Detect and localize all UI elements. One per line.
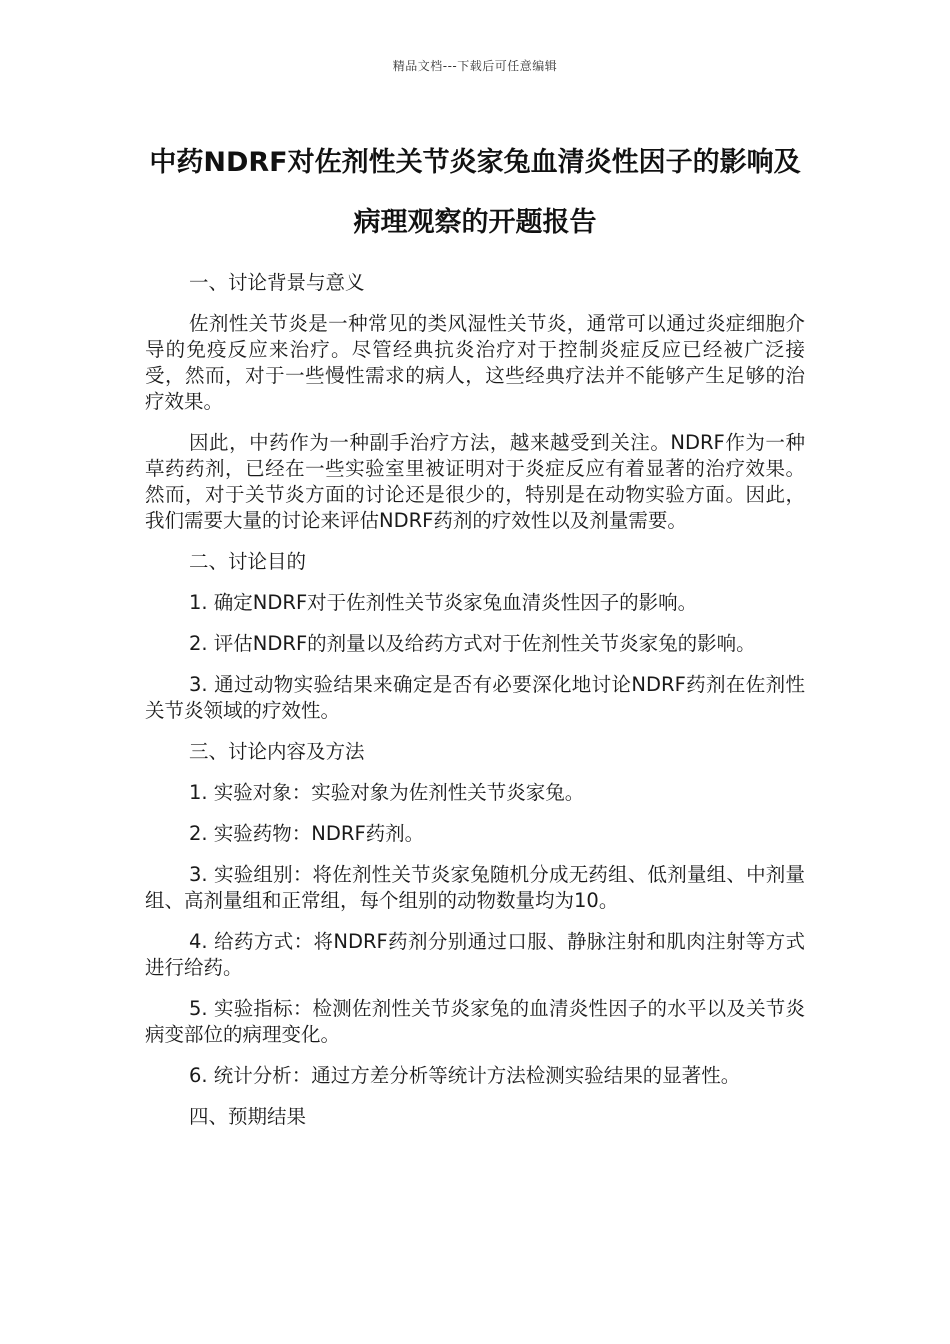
objective-item-1: 1. 确定NDRF对于佐剂性关节炎家兔血清炎性因子的影响。 (189, 591, 698, 614)
method-item-3: 3. 实验组别：将佐剂性关节炎家兔随机分成无药组、低剂量组、中剂量组、高剂量组和正常组，每个组别的动物数量均为10。 (145, 863, 805, 912)
section-heading-methods: 三、讨论内容及方法 (189, 740, 365, 763)
section-heading-expected-results: 四、预期结果 (189, 1105, 307, 1128)
method-item-1: 1. 实验对象：实验对象为佐剂性关节炎家兔。 (189, 781, 585, 804)
method-item-5: 5. 实验指标：检测佐剂性关节炎家兔的血清炎性因子的水平以及关节炎病变部位的病理变化。 (145, 997, 805, 1046)
section-heading-objectives: 二、讨论目的 (189, 550, 307, 573)
paragraph-background-2: 因此，中药作为一种副手治疗方法，越来越受到关注。NDRF作为一种草药药剂，已经在一些实验室里被证明对于炎症反应有着显著的治疗效果。然而，对于关节炎方面的讨论还是很少的，特别是在动物实验方面。因此，我们需要大量的讨论来评估NDRF药剂的疗效性以及剂量需要。 (145, 431, 805, 532)
header-note: 精品文档---下载后可任意编辑 (392, 59, 558, 73)
method-item-2: 2. 实验药物：NDRF药剂。 (189, 822, 425, 845)
objective-item-2: 2. 评估NDRF的剂量以及给药方式对于佐剂性关节炎家兔的影响。 (189, 632, 756, 655)
objective-item-3: 3. 通过动物实验结果来确定是否有必要深化地讨论NDRF药剂在佐剂性关节炎领域的疗效性。 (145, 673, 805, 722)
document-title: 中药NDRF对佐剂性关节炎家兔血清炎性因子的影响及病理观察的开题报告 (149, 147, 801, 238)
document-body (145, 270, 805, 1145)
paragraph-background-1: 佐剂性关节炎是一种常见的类风湿性关节炎，通常可以通过炎症细胞介导的免疫反应来治疗。尽管经典抗炎治疗对于控制炎症反应已经被广泛接受，然而，对于一些慢性需求的病人，这些经典疗法并不能够产生足够的治疗效果。 (145, 312, 805, 413)
method-item-4: 4. 给药方式：将NDRF药剂分别通过口服、静脉注射和肌肉注射等方式进行给药。 (145, 930, 805, 979)
method-item-6: 6. 统计分析：通过方差分析等统计方法检测实验结果的显著性。 (189, 1064, 741, 1087)
section-heading-background: 一、讨论背景与意义 (189, 271, 365, 294)
